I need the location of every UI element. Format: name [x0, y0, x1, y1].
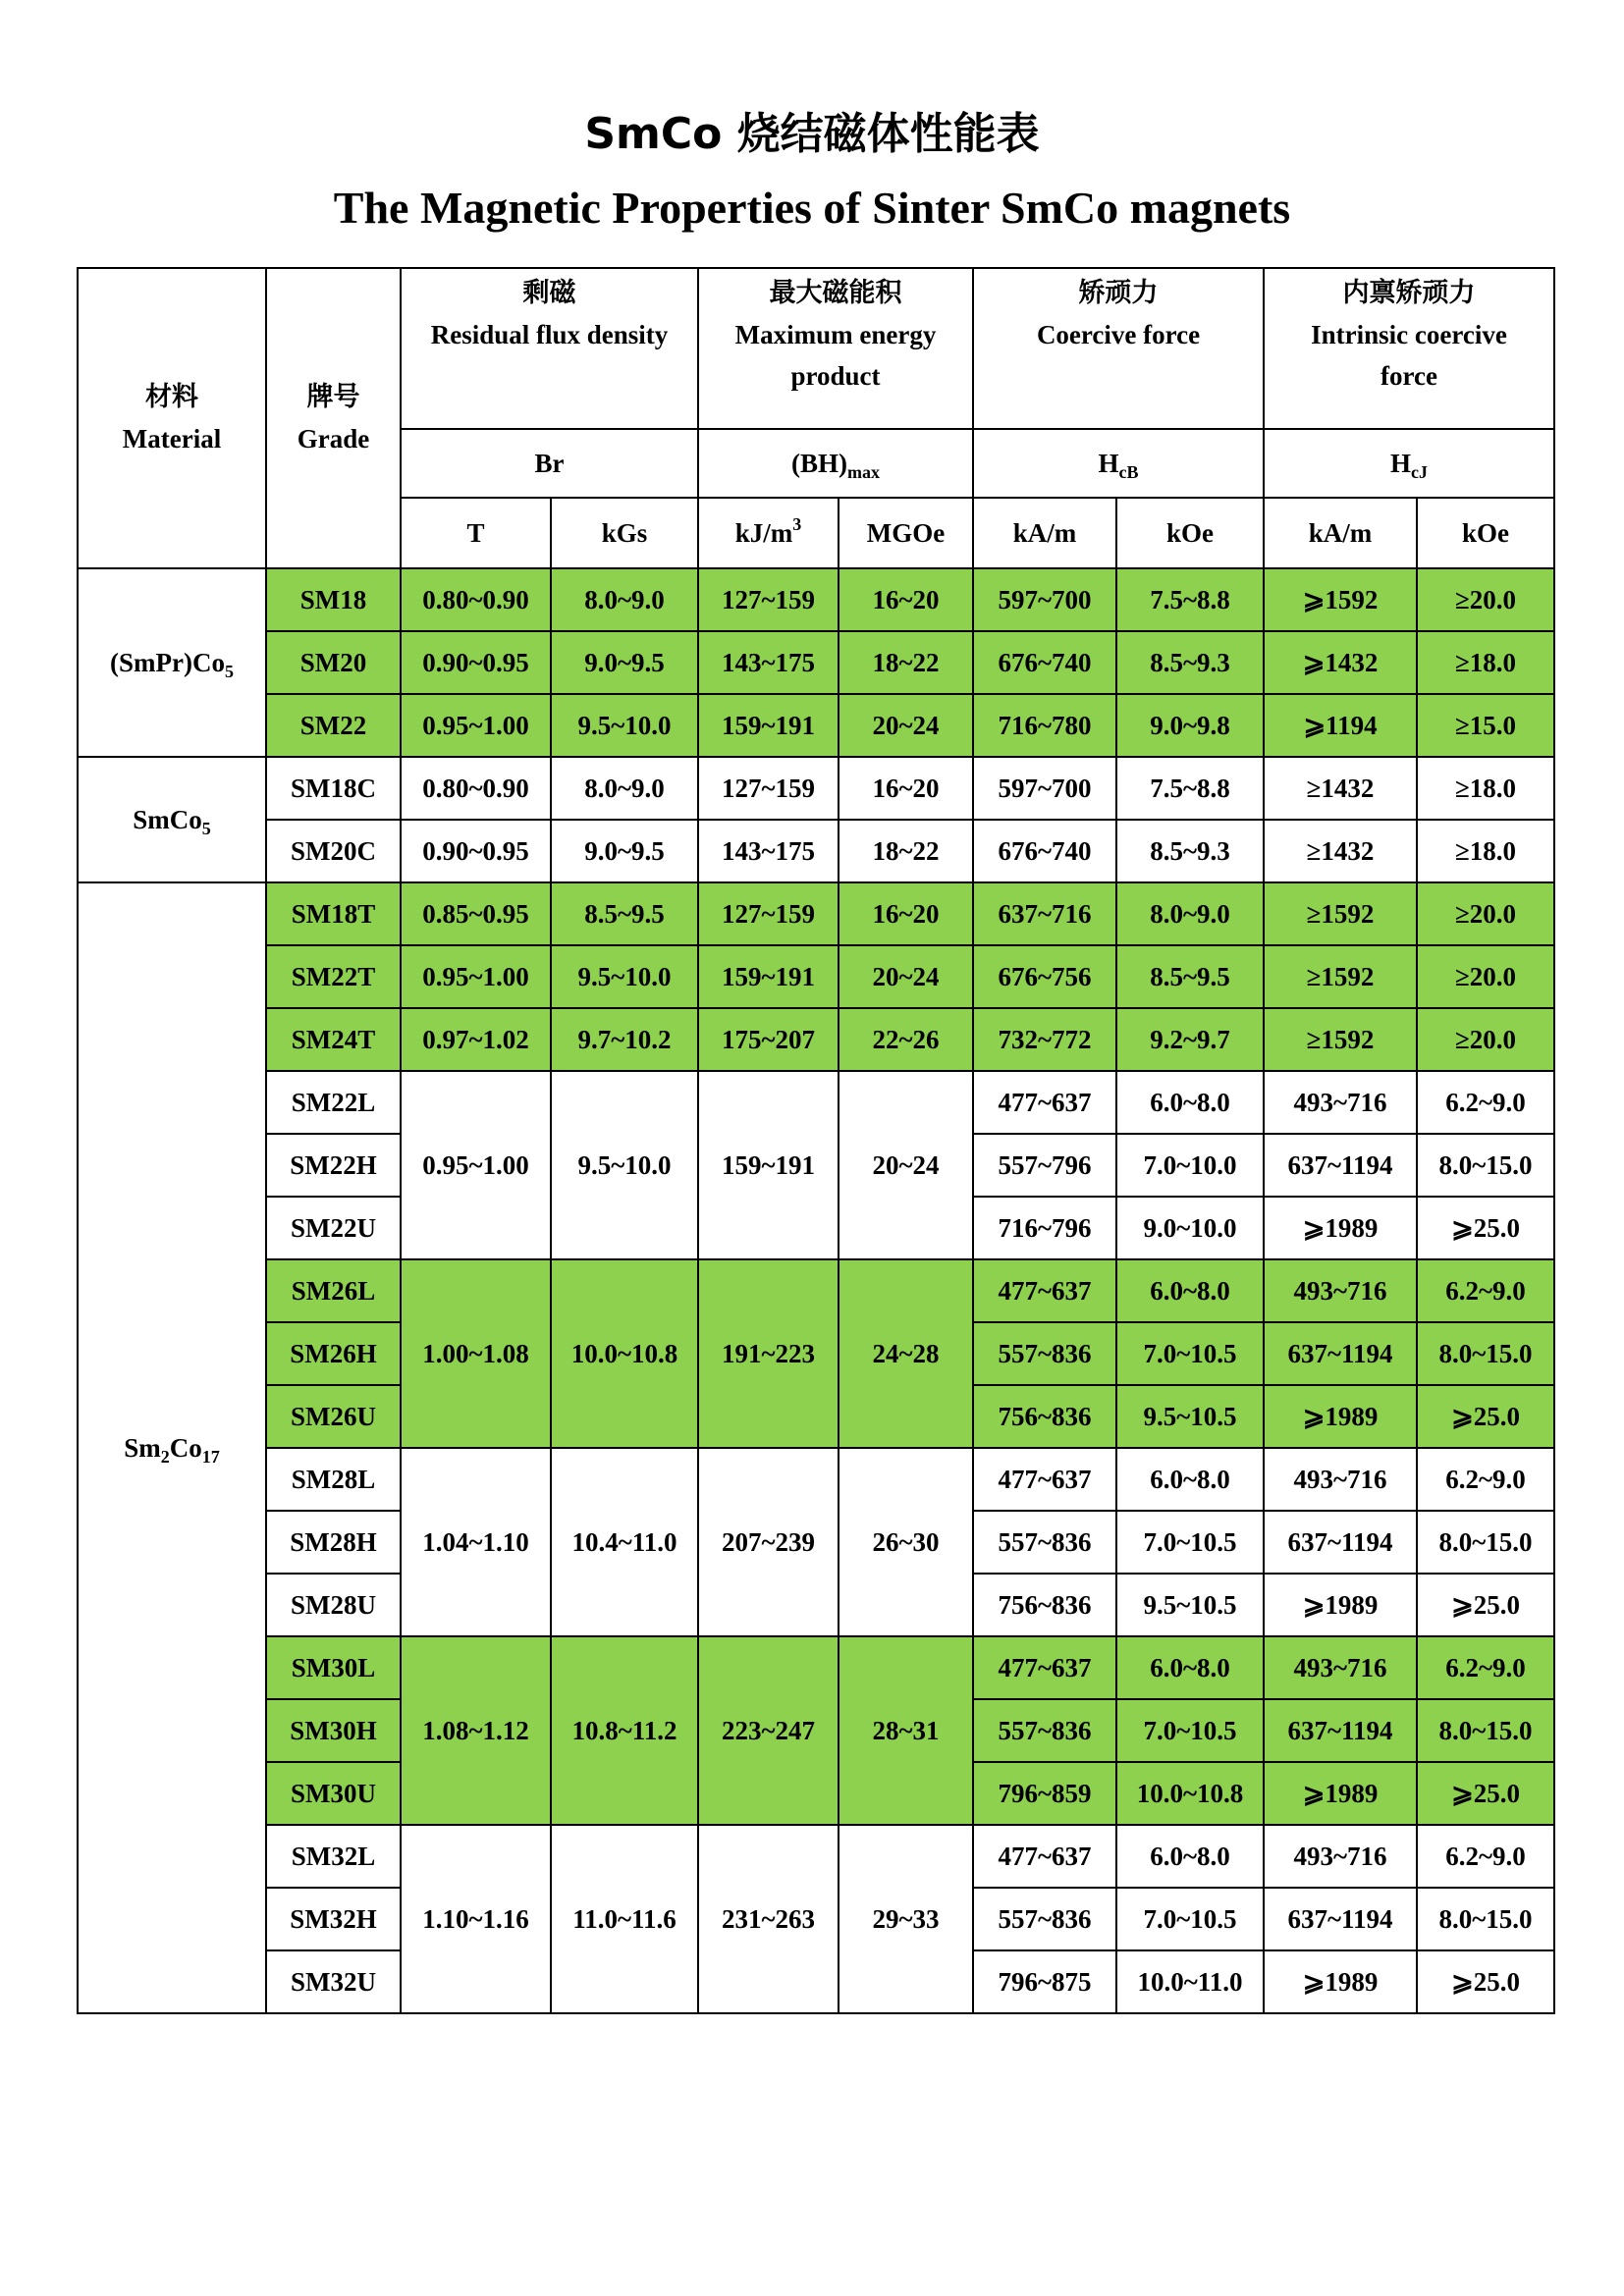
- br-kgs-cell: 9.5~10.0: [551, 694, 698, 757]
- br-kgs-cell: 8.0~9.0: [551, 568, 698, 631]
- hcj-koe-cell: 6.2~9.0: [1417, 1448, 1554, 1511]
- hcj-koe-cell: 6.2~9.0: [1417, 1825, 1554, 1888]
- br-t-cell: 0.90~0.95: [401, 820, 551, 882]
- header-br: [401, 268, 698, 429]
- br-t-cell: 0.95~1.00: [401, 694, 551, 757]
- hcj-kam-cell: 637~1194: [1264, 1699, 1417, 1762]
- hcj-kam-cell: ⩾1592: [1264, 568, 1417, 631]
- material-sm2co17-sub2: 17: [201, 1446, 220, 1467]
- bh-kj-cell: 127~159: [698, 568, 839, 631]
- symbol-bh-main: (BH): [791, 448, 847, 478]
- hcj-kam-cell: ⩾1989: [1264, 1574, 1417, 1636]
- grade-cell: SM26H: [266, 1322, 401, 1385]
- br-kgs-cell: 10.8~11.2: [551, 1636, 698, 1825]
- hcb-kam-cell: 557~796: [973, 1134, 1116, 1197]
- hcb-kam-cell: 597~700: [973, 568, 1116, 631]
- header-bh-en: Maximum energy product: [734, 320, 937, 391]
- hcb-koe-cell: 6.0~8.0: [1116, 1636, 1264, 1699]
- hcj-kam-cell: ⩾1989: [1264, 1385, 1417, 1448]
- hcb-kam-cell: 676~740: [973, 631, 1116, 694]
- grade-cell: SM32H: [266, 1888, 401, 1950]
- header-hcj-en: Intrinsic coercive force: [1311, 320, 1507, 391]
- unit-hcb-koe: kOe: [1116, 498, 1264, 568]
- hcj-koe-cell: 8.0~15.0: [1417, 1134, 1554, 1197]
- br-kgs-cell: 11.0~11.6: [551, 1825, 698, 2013]
- hcb-koe-cell: 6.0~8.0: [1116, 1071, 1264, 1134]
- unit-mgoe: MGOe: [839, 498, 973, 568]
- symbol-hcj-sub: cJ: [1411, 461, 1429, 482]
- hcb-koe-cell: 9.2~9.7: [1116, 1008, 1264, 1071]
- hcb-kam-cell: 756~836: [973, 1385, 1116, 1448]
- hcj-koe-cell: ≥20.0: [1417, 945, 1554, 1008]
- table-row: [78, 694, 1554, 757]
- hcj-kam-cell: ≥1592: [1264, 1008, 1417, 1071]
- hcj-koe-cell: 8.0~15.0: [1417, 1511, 1554, 1574]
- hcb-koe-cell: 8.5~9.3: [1116, 631, 1264, 694]
- hcb-koe-cell: 7.5~8.8: [1116, 568, 1264, 631]
- hcj-koe-cell: ≥15.0: [1417, 694, 1554, 757]
- grade-cell: SM24T: [266, 1008, 401, 1071]
- hcj-kam-cell: ⩾1432: [1264, 631, 1417, 694]
- hcj-kam-cell: 637~1194: [1264, 1322, 1417, 1385]
- table-row: [78, 945, 1554, 1008]
- hcj-koe-cell: ≥20.0: [1417, 882, 1554, 945]
- bh-mgoe-cell: 16~20: [839, 757, 973, 820]
- table-row: [78, 1825, 1554, 1888]
- grade-cell: SM28H: [266, 1511, 401, 1574]
- grade-cell: SM22U: [266, 1197, 401, 1259]
- hcb-kam-cell: 477~637: [973, 1636, 1116, 1699]
- bh-kj-cell: 231~263: [698, 1825, 839, 2013]
- unit-kjm3-main: kJ/m: [734, 517, 793, 548]
- header-br-cn: 剩磁: [522, 278, 576, 308]
- hcj-koe-cell: 8.0~15.0: [1417, 1322, 1554, 1385]
- br-kgs-cell: 8.5~9.5: [551, 882, 698, 945]
- bh-kj-cell: 143~175: [698, 631, 839, 694]
- unit-t: T: [401, 498, 551, 568]
- unit-hcj-koe: kOe: [1417, 498, 1554, 568]
- hcb-kam-cell: 557~836: [973, 1511, 1116, 1574]
- bh-mgoe-cell: 29~33: [839, 1825, 973, 2013]
- hcj-koe-cell: ≥18.0: [1417, 820, 1554, 882]
- table-row: [78, 1448, 1554, 1511]
- hcj-koe-cell: ≥20.0: [1417, 568, 1554, 631]
- hcb-koe-cell: 10.0~11.0: [1116, 1950, 1264, 2013]
- hcb-kam-cell: 477~637: [973, 1259, 1116, 1322]
- bh-kj-cell: 223~247: [698, 1636, 839, 1825]
- header-hcj-cn: 内禀矫顽力: [1342, 278, 1476, 308]
- hcj-kam-cell: 493~716: [1264, 1448, 1417, 1511]
- unit-hcb-kam: kA/m: [973, 498, 1116, 568]
- page-title-chinese: SmCo 烧结磁体性能表: [584, 109, 1040, 159]
- br-t-cell: 0.97~1.02: [401, 1008, 551, 1071]
- bh-kj-cell: 143~175: [698, 820, 839, 882]
- hcj-koe-cell: ⩾25.0: [1417, 1950, 1554, 2013]
- grade-cell: SM32U: [266, 1950, 401, 2013]
- bh-mgoe-cell: 16~20: [839, 882, 973, 945]
- hcj-kam-cell: ⩾1989: [1264, 1950, 1417, 2013]
- header-material-cn: 材料: [145, 382, 198, 412]
- grade-cell: SM28U: [266, 1574, 401, 1636]
- br-kgs-cell: 9.7~10.2: [551, 1008, 698, 1071]
- hcj-kam-cell: 493~716: [1264, 1636, 1417, 1699]
- table-row: [78, 568, 1554, 631]
- symbol-bh: [698, 429, 973, 498]
- hcb-koe-cell: 8.5~9.3: [1116, 820, 1264, 882]
- header-bh: [698, 268, 973, 429]
- header-material: [78, 268, 266, 568]
- br-kgs-cell: 10.0~10.8: [551, 1259, 698, 1448]
- br-t-cell: 1.08~1.12: [401, 1636, 551, 1825]
- hcj-koe-cell: 6.2~9.0: [1417, 1636, 1554, 1699]
- br-kgs-cell: 8.0~9.0: [551, 757, 698, 820]
- header-br-en: Residual flux density: [430, 320, 669, 349]
- table-row: [78, 1071, 1554, 1134]
- symbol-hcj: [1264, 429, 1554, 498]
- material-sm2co17-co: Co: [169, 1432, 202, 1463]
- grade-cell: SM32L: [266, 1825, 401, 1888]
- material-smco5-sub: 5: [201, 818, 211, 838]
- grade-cell: SM26L: [266, 1259, 401, 1322]
- bh-kj-cell: 159~191: [698, 694, 839, 757]
- bh-kj-cell: 127~159: [698, 882, 839, 945]
- hcj-koe-cell: ⩾25.0: [1417, 1574, 1554, 1636]
- hcj-kam-cell: ⩾1989: [1264, 1197, 1417, 1259]
- hcb-kam-cell: 756~836: [973, 1574, 1116, 1636]
- table-row: [78, 1259, 1554, 1322]
- hcb-kam-cell: 557~836: [973, 1699, 1116, 1762]
- hcj-kam-cell: 637~1194: [1264, 1888, 1417, 1950]
- hcj-kam-cell: ⩾1989: [1264, 1762, 1417, 1825]
- material-smprco5-sub: 5: [224, 661, 234, 681]
- symbol-hcb: [973, 429, 1264, 498]
- material-smprco5: [78, 568, 266, 757]
- unit-kjm3: [698, 498, 839, 568]
- hcb-koe-cell: 9.0~9.8: [1116, 694, 1264, 757]
- grade-cell: SM28L: [266, 1448, 401, 1511]
- table-row: [78, 882, 1554, 945]
- hcb-kam-cell: 796~875: [973, 1950, 1116, 2013]
- material-smprco5-main: (SmPr)Co: [110, 647, 225, 677]
- hcb-koe-cell: 7.0~10.5: [1116, 1322, 1264, 1385]
- header-grade: [266, 268, 401, 568]
- grade-cell: SM30U: [266, 1762, 401, 1825]
- header-hcj: [1264, 268, 1554, 429]
- grade-cell: SM18T: [266, 882, 401, 945]
- hcb-koe-cell: 6.0~8.0: [1116, 1825, 1264, 1888]
- hcb-koe-cell: 8.5~9.5: [1116, 945, 1264, 1008]
- hcj-koe-cell: 6.2~9.0: [1417, 1259, 1554, 1322]
- header-bh-cn: 最大磁能积: [769, 278, 902, 308]
- unit-kjm3-sup: 3: [792, 513, 802, 534]
- grade-cell: SM22T: [266, 945, 401, 1008]
- hcj-kam-cell: ≥1432: [1264, 757, 1417, 820]
- br-t-cell: 0.95~1.00: [401, 1071, 551, 1259]
- hcj-kam-cell: 493~716: [1264, 1259, 1417, 1322]
- grade-cell: SM20: [266, 631, 401, 694]
- hcb-koe-cell: 7.0~10.5: [1116, 1699, 1264, 1762]
- grade-cell: SM30L: [266, 1636, 401, 1699]
- bh-mgoe-cell: 22~26: [839, 1008, 973, 1071]
- hcb-koe-cell: 7.0~10.5: [1116, 1511, 1264, 1574]
- br-t-cell: 1.00~1.08: [401, 1259, 551, 1448]
- hcj-koe-cell: ≥20.0: [1417, 1008, 1554, 1071]
- hcb-koe-cell: 9.5~10.5: [1116, 1574, 1264, 1636]
- hcb-koe-cell: 8.0~9.0: [1116, 882, 1264, 945]
- hcb-kam-cell: 557~836: [973, 1322, 1116, 1385]
- grade-cell: SM18: [266, 568, 401, 631]
- hcj-kam-cell: 637~1194: [1264, 1134, 1417, 1197]
- bh-mgoe-cell: 20~24: [839, 694, 973, 757]
- hcb-koe-cell: 6.0~8.0: [1116, 1448, 1264, 1511]
- hcb-kam-cell: 477~637: [973, 1825, 1116, 1888]
- header-row-names: [78, 268, 1554, 429]
- magnetic-properties-table: [77, 267, 1555, 2014]
- hcb-kam-cell: 676~756: [973, 945, 1116, 1008]
- hcj-koe-cell: ⩾25.0: [1417, 1762, 1554, 1825]
- bh-kj-cell: 175~207: [698, 1008, 839, 1071]
- hcb-koe-cell: 7.5~8.8: [1116, 757, 1264, 820]
- header-material-en: Material: [122, 424, 222, 454]
- hcb-kam-cell: 637~716: [973, 882, 1116, 945]
- table-row: [78, 631, 1554, 694]
- grade-cell: SM20C: [266, 820, 401, 882]
- hcj-kam-cell: 493~716: [1264, 1071, 1417, 1134]
- hcb-kam-cell: 557~836: [973, 1888, 1116, 1950]
- hcb-kam-cell: 597~700: [973, 757, 1116, 820]
- page-title-english: The Magnetic Properties of Sinter SmCo magnets: [333, 183, 1291, 233]
- bh-mgoe-cell: 20~24: [839, 945, 973, 1008]
- header-hcb-en: Coercive force: [1036, 320, 1201, 349]
- hcb-koe-cell: 9.0~10.0: [1116, 1197, 1264, 1259]
- br-t-cell: 0.80~0.90: [401, 757, 551, 820]
- hcj-koe-cell: ≥18.0: [1417, 631, 1554, 694]
- br-kgs-cell: 9.5~10.0: [551, 1071, 698, 1259]
- hcj-kam-cell: 637~1194: [1264, 1511, 1417, 1574]
- bh-mgoe-cell: 20~24: [839, 1071, 973, 1259]
- hcj-kam-cell: ≥1432: [1264, 820, 1417, 882]
- hcb-koe-cell: 7.0~10.0: [1116, 1134, 1264, 1197]
- hcb-koe-cell: 6.0~8.0: [1116, 1259, 1264, 1322]
- bh-mgoe-cell: 24~28: [839, 1259, 973, 1448]
- unit-kgs: kGs: [551, 498, 698, 568]
- symbol-hcb-sub: cB: [1118, 461, 1139, 482]
- hcb-kam-cell: 716~796: [973, 1197, 1116, 1259]
- hcj-koe-cell: 8.0~15.0: [1417, 1699, 1554, 1762]
- header-hcb-cn: 矫顽力: [1078, 278, 1159, 308]
- symbol-bh-sub: max: [847, 461, 880, 482]
- br-kgs-cell: 9.5~10.0: [551, 945, 698, 1008]
- hcb-kam-cell: 676~740: [973, 820, 1116, 882]
- hcj-koe-cell: 6.2~9.0: [1417, 1071, 1554, 1134]
- br-t-cell: 1.10~1.16: [401, 1825, 551, 2013]
- bh-kj-cell: 159~191: [698, 1071, 839, 1259]
- header-grade-cn: 牌号: [306, 382, 360, 412]
- grade-cell: SM22L: [266, 1071, 401, 1134]
- hcb-koe-cell: 9.5~10.5: [1116, 1385, 1264, 1448]
- symbol-br-text: Br: [534, 448, 565, 478]
- grade-cell: SM22: [266, 694, 401, 757]
- table-row: [78, 757, 1554, 820]
- hcb-kam-cell: 477~637: [973, 1071, 1116, 1134]
- table-row: [78, 1008, 1554, 1071]
- hcj-kam-cell: ≥1592: [1264, 882, 1417, 945]
- bh-mgoe-cell: 18~22: [839, 631, 973, 694]
- bh-mgoe-cell: 16~20: [839, 568, 973, 631]
- hcj-koe-cell: ⩾25.0: [1417, 1385, 1554, 1448]
- material-smco5: [78, 757, 266, 882]
- br-t-cell: 1.04~1.10: [401, 1448, 551, 1636]
- br-t-cell: 0.95~1.00: [401, 945, 551, 1008]
- grade-cell: SM26U: [266, 1385, 401, 1448]
- grade-cell: SM30H: [266, 1699, 401, 1762]
- header-hcb: [973, 268, 1264, 429]
- bh-kj-cell: 159~191: [698, 945, 839, 1008]
- bh-mgoe-cell: 28~31: [839, 1636, 973, 1825]
- hcb-kam-cell: 716~780: [973, 694, 1116, 757]
- table-row: [78, 1636, 1554, 1699]
- bh-mgoe-cell: 26~30: [839, 1448, 973, 1636]
- hcj-koe-cell: 8.0~15.0: [1417, 1888, 1554, 1950]
- br-t-cell: 0.85~0.95: [401, 882, 551, 945]
- grade-cell: SM22H: [266, 1134, 401, 1197]
- hcj-kam-cell: ≥1592: [1264, 945, 1417, 1008]
- br-kgs-cell: 9.0~9.5: [551, 631, 698, 694]
- hcj-koe-cell: ≥18.0: [1417, 757, 1554, 820]
- material-smco5-main: SmCo: [133, 804, 202, 834]
- br-t-cell: 0.90~0.95: [401, 631, 551, 694]
- hcb-koe-cell: 10.0~10.8: [1116, 1762, 1264, 1825]
- hcb-kam-cell: 796~859: [973, 1762, 1116, 1825]
- hcj-kam-cell: ⩾1194: [1264, 694, 1417, 757]
- br-kgs-cell: 10.4~11.0: [551, 1448, 698, 1636]
- bh-kj-cell: 191~223: [698, 1259, 839, 1448]
- hcb-koe-cell: 7.0~10.5: [1116, 1888, 1264, 1950]
- table-row: [78, 820, 1554, 882]
- unit-hcj-kam: kA/m: [1264, 498, 1417, 568]
- hcj-kam-cell: 493~716: [1264, 1825, 1417, 1888]
- grade-cell: SM18C: [266, 757, 401, 820]
- hcb-kam-cell: 732~772: [973, 1008, 1116, 1071]
- symbol-hcb-main: H: [1098, 448, 1119, 478]
- br-t-cell: 0.80~0.90: [401, 568, 551, 631]
- hcb-kam-cell: 477~637: [973, 1448, 1116, 1511]
- material-sm2co17-sub1: 2: [160, 1446, 170, 1467]
- hcj-koe-cell: ⩾25.0: [1417, 1197, 1554, 1259]
- symbol-hcj-main: H: [1390, 448, 1412, 478]
- header-grade-en: Grade: [297, 424, 370, 454]
- bh-mgoe-cell: 18~22: [839, 820, 973, 882]
- material-sm2co17: [78, 882, 266, 2013]
- symbol-br: [401, 429, 698, 498]
- br-kgs-cell: 9.0~9.5: [551, 820, 698, 882]
- bh-kj-cell: 207~239: [698, 1448, 839, 1636]
- material-sm2co17-sm: Sm: [124, 1432, 161, 1463]
- bh-kj-cell: 127~159: [698, 757, 839, 820]
